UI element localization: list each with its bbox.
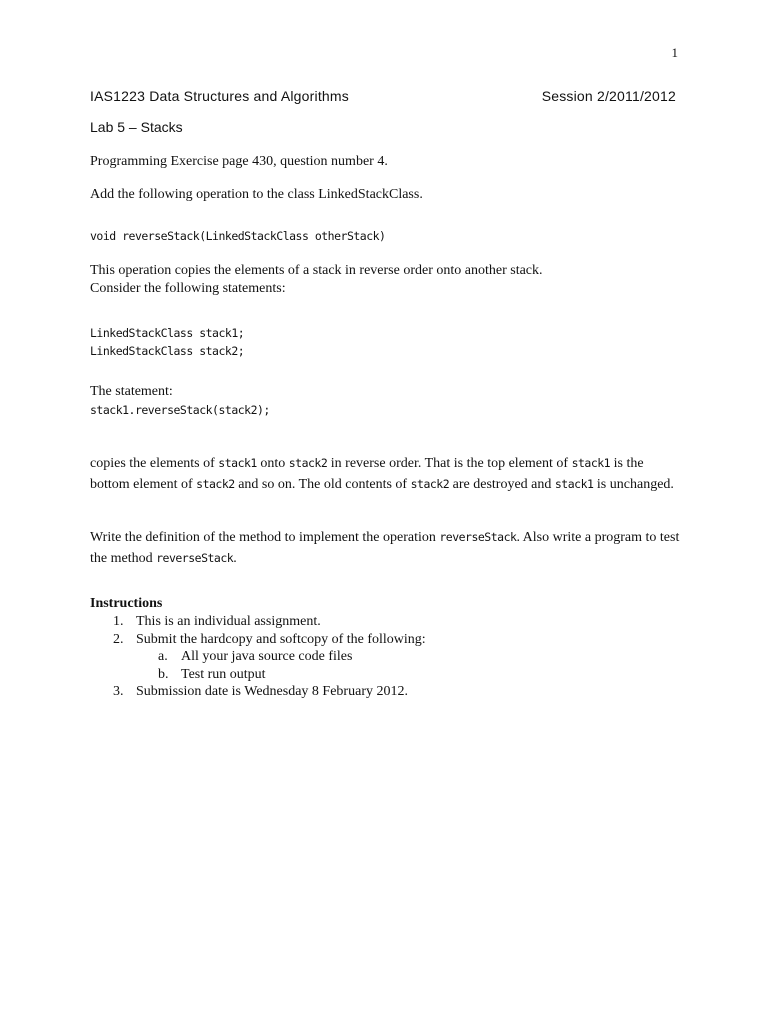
list-item-text: This is an individual assignment. [136,614,321,629]
add-operation-text: Add the following operation to the class LinkedStackClass. [90,187,423,202]
statement-code: stack1.reverseStack(stack2); [90,403,270,417]
task-paragraph [90,527,680,569]
list-number: 1. [113,614,124,629]
list-item [90,613,426,631]
task-text: Write the definition of the method to implement the operation [90,530,440,545]
task-text: . Also write a program to test the method [90,530,680,566]
task-text: . [233,551,237,566]
list-number: 3. [113,684,124,699]
document-header [90,88,676,104]
method-signature: void reverseStack(LinkedStackClass otherStack) [90,229,386,243]
list-number: 2. [113,631,124,647]
sub-list-item-text: Test run output [181,666,266,682]
session-label: Session 2/2011/2012 [541,88,676,104]
sub-list-letter: b. [158,666,169,682]
code-stack2: stack2 [196,477,235,491]
explanation-text: is unchanged. [593,477,674,492]
code-stack1: stack1 [554,477,594,491]
list-item-text: Submit the hardcopy and softcopy of the following: [136,631,426,647]
declaration-line-2: LinkedStackClass stack2; [90,344,245,358]
description [90,262,680,298]
code-stack2: stack2 [288,456,328,470]
code-stack1: stack1 [571,456,611,470]
instructions-list [90,613,426,701]
course-title: IAS1223 Data Structures and Algorithms [90,88,349,104]
page-number: 1 [671,45,678,60]
exercise-reference: Programming Exercise page 430, question number 4. [90,154,388,169]
sub-list-letter: a. [158,649,168,664]
sub-list-item [136,666,426,684]
explanation-paragraph [90,453,680,495]
sub-list [136,648,426,683]
code-reversestack: reverseStack [439,530,517,544]
list-item [90,683,426,701]
explanation-text: is the bottom element of [90,456,644,492]
declarations-code [90,324,680,360]
description-line-1: This operation copies the elements of a stack in reverse order onto another stack. [90,263,543,278]
explanation-text: onto [256,456,289,471]
list-item [90,631,426,684]
lab-title: Lab 5 – Stacks [90,119,183,135]
list-item-text: Submission date is Wednesday 8 February 2012. [136,684,408,699]
sub-list-item [136,648,426,666]
code-stack2: stack2 [410,477,450,491]
code-stack1: stack1 [218,456,257,470]
code-reversestack: reverseStack [156,551,234,565]
description-line-2: Consider the following statements: [90,281,286,296]
instructions-title: Instructions [90,596,163,611]
explanation-text: in reverse order. That is the top element of [327,456,572,471]
sub-list-item-text: All your java source code files [181,649,353,664]
statement-block [90,383,680,419]
declaration-line-1: LinkedStackClass stack1; [90,326,245,340]
explanation-text: copies the elements of [90,456,219,471]
explanation-text: are destroyed and [449,477,555,492]
explanation-text: and so on. The old contents of [234,477,411,492]
statement-label: The statement: [90,384,173,399]
